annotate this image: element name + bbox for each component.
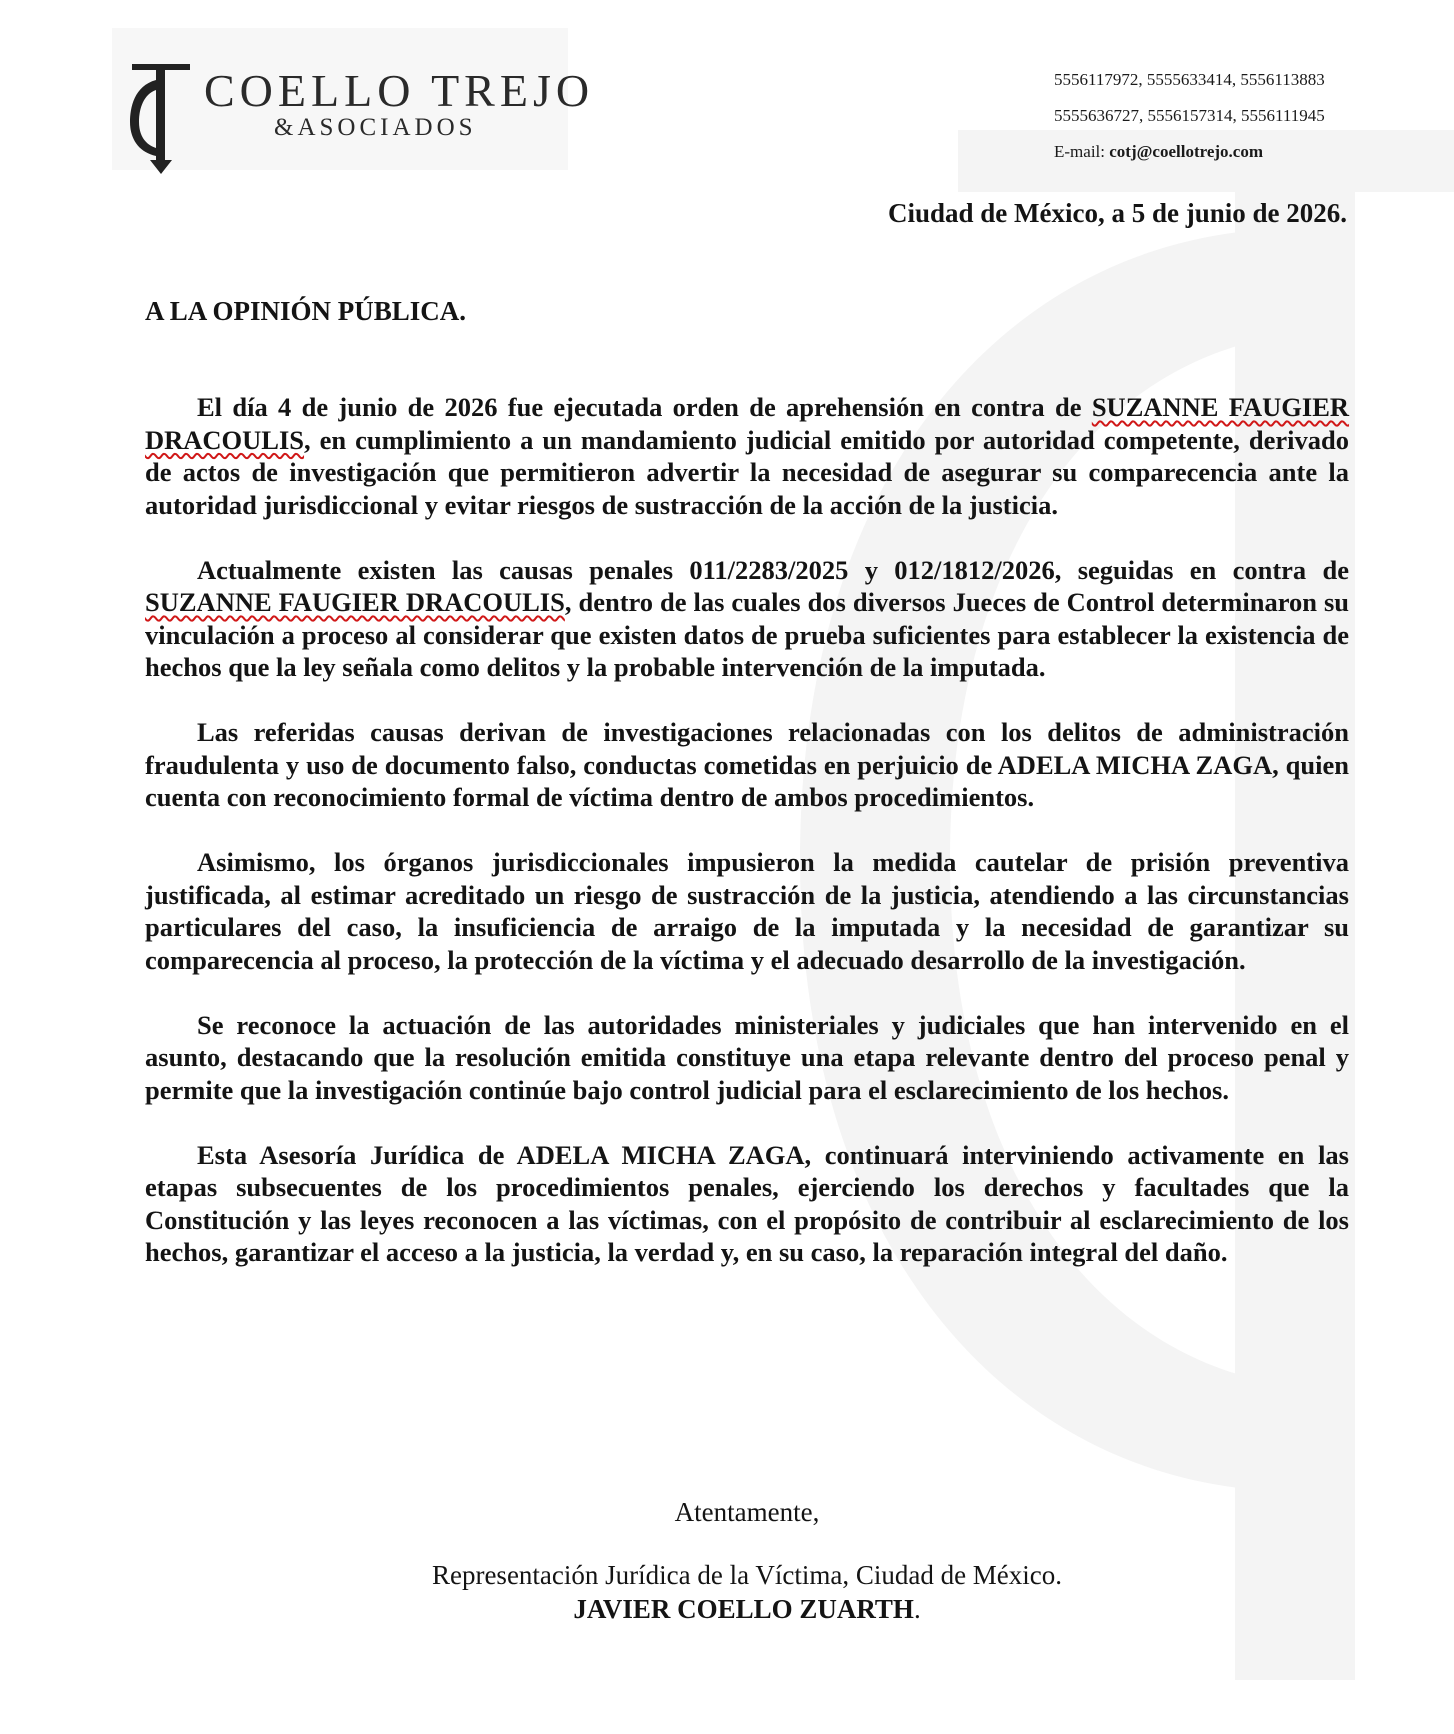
letter-date: Ciudad de México, a 5 de junio de 2026. — [887, 198, 1347, 228]
paragraph-1-text-a: El día 4 de junio de 2026 fue ejecutada orden de aprehensión en contra de — [197, 392, 1092, 422]
paragraph-1 — [145, 391, 1349, 521]
paragraph-6: Esta Asesoría Jurídica de ADELA MICHA ZAGA, continuará interviniendo activamente en las etapas subsecuentes de los procedimientos penales, ejerciendo los derechos y facultades que la Constitución y las leyes reconocen a las víctimas, con el propósito de contribuir al esclarecimiento de los hechos, garantizar el acceso a la justicia, la verdad y, en su caso, la reparación integral del daño. — [145, 1139, 1349, 1267]
signature-block — [0, 1594, 1454, 1625]
signature-period: . — [913, 1594, 921, 1624]
logo-monogram-icon — [126, 56, 196, 178]
phones-line-2: 5555636727, 5556157314, 5556111945 — [1054, 106, 1325, 125]
phones-line-1: 5556117972, 5555633414, 5556113883 — [1054, 70, 1325, 89]
paragraph-4: Asimismo, los órganos jurisdiccionales impusieron la medida cautelar de prisión preventiva justificada, al estimar acreditado un riesgo de sustracción de la justicia, atendiendo a las circunstancias particulares del caso, la insuficiencia de arraigo de la imputada y la necesidad de garantizar su comparecencia al proceso, la protección de la víctima y el adecuado desarrollo de la investigación. — [145, 847, 1349, 975]
email-link[interactable]: cotj@coellotrejo.com — [1109, 142, 1264, 161]
paragraph-2-text-a: Actualmente existen las causas penales 011/2283/2025 y 012/1812/2026, seguidas en contra de — [197, 554, 1349, 585]
letter-body — [145, 391, 1349, 1301]
paragraph-3: Las referidas causas derivan de investigaciones relacionadas con los delitos de administración fraudulenta y uso de documento falso, conductas cometidas en perjuicio de ADELA MICHA ZAGA, quien cuenta con reconocimiento formal de víctima dentro de ambos procedimientos. — [145, 717, 1349, 812]
paragraph-5: Se reconoce la actuación de las autoridades ministeriales y judiciales que han intervenido en el asunto, destacando que la resolución emitida constituye una etapa relevante dentro del proceso penal y permite que la investigación continúe bajo control judicial para el esclarecimiento de los hechos. — [145, 1009, 1349, 1105]
paragraph-2 — [145, 554, 1349, 684]
letter-addressee: A LA OPINIÓN PÚBLICA. — [145, 296, 467, 326]
company-logo — [112, 28, 595, 170]
letter-closing: Atentamente, — [674, 1497, 820, 1527]
paragraph-2-text-c: , dentro de las cuales dos diversos Jueces de Control determinaron su vinculación a proceso al considerar que existen datos de prueba suficientes para establecer la existencia de hechos que la ley señala como delitos y la probable intervención de la imputada. — [145, 587, 1349, 682]
email-line — [1054, 134, 1325, 170]
paragraph-2-highlighted-name: SUZANNE FAUGIER DRACOULIS — [145, 587, 565, 617]
contact-info — [1054, 62, 1325, 170]
email-label: E-mail: — [1054, 142, 1105, 161]
paragraph-1-highlighted-name: SUZANNE FAUGIER DRACOULIS — [145, 392, 1350, 455]
logo-company-subtitle: &ASOCIADOS — [274, 114, 477, 141]
signature-name: JAVIER COELLO ZUARTH — [573, 1594, 914, 1624]
signature-role: Representación Jurídica de la Víctima, Ciudad de México. — [431, 1560, 1063, 1590]
paragraph-1-text-c: , en cumplimiento a un mandamiento judicial emitido por autoridad competente, derivado de actos de investigación que permitieron advertir la necesidad de asegurar su comparecencia ante la autoridad jurisdiccional y evitar riesgos de sustracción de la acción de la justicia. — [145, 424, 1349, 520]
logo-company-name: COELLO TREJO — [204, 65, 595, 116]
